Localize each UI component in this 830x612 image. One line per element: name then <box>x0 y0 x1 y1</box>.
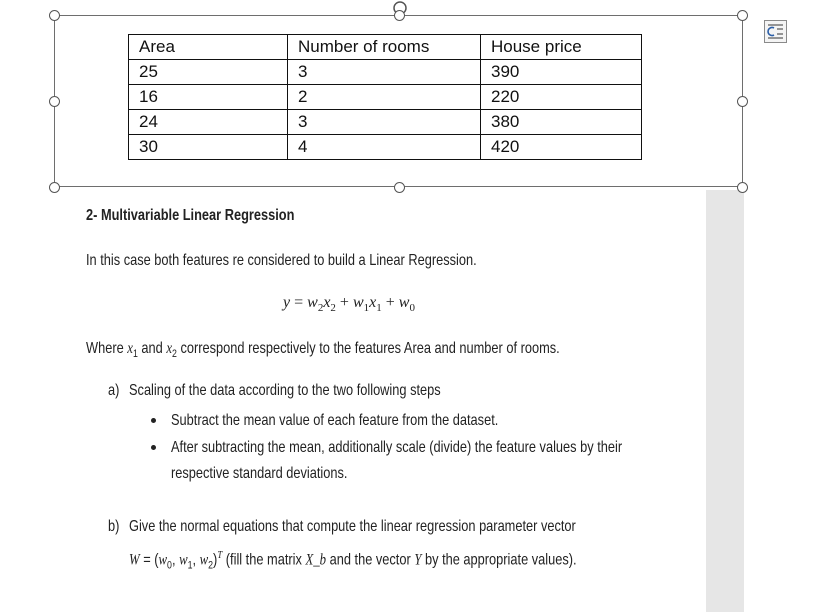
bullet-icon <box>151 418 156 423</box>
list-marker-a: a) <box>108 382 120 399</box>
table-header-row <box>129 35 642 60</box>
table-cell: 4 <box>288 135 481 160</box>
layout-options-glyph <box>765 21 786 42</box>
resize-handle-bottom-left[interactable] <box>49 182 60 193</box>
header-cell: House price <box>481 35 642 60</box>
table-cell: 3 <box>288 60 481 85</box>
bullet-item-continuation: respective standard deviations. <box>171 465 348 482</box>
page-gutter <box>706 190 744 612</box>
resize-handle-bottom-center[interactable] <box>394 182 405 193</box>
list-item-a: Scaling of the data according to the two following steps <box>129 382 441 399</box>
resize-handle-bottom-right[interactable] <box>737 182 748 193</box>
table-cell: 30 <box>129 135 288 160</box>
table-row <box>129 60 642 85</box>
section-heading: 2- Multivariable Linear Regression <box>86 207 295 224</box>
resize-handle-middle-right[interactable] <box>737 96 748 107</box>
resize-handle-top-left[interactable] <box>49 10 60 21</box>
resize-handle-top-center[interactable] <box>394 10 405 21</box>
table-cell: 390 <box>481 60 642 85</box>
table-row <box>129 85 642 110</box>
list-item-b: Give the normal equations that compute the linear regression parameter vector <box>129 518 576 535</box>
layout-options-icon[interactable] <box>764 20 787 43</box>
table-cell: 380 <box>481 110 642 135</box>
regression-equation: $y = w_2x_2 + w_1x_1 + w_0$ <box>283 294 415 315</box>
table-row <box>129 110 642 135</box>
intro-paragraph: In this case both features re considered to build a Linear Regression. <box>86 252 477 269</box>
resize-handle-middle-left[interactable] <box>49 96 60 107</box>
table-cell: 25 <box>129 60 288 85</box>
list-marker-b: b) <box>108 518 120 535</box>
table-cell: 220 <box>481 85 642 110</box>
house-data-table <box>128 34 642 160</box>
header-cell: Area <box>129 35 288 60</box>
where-paragraph: Where $x_1$ and $x_2$ correspond respectively to the features Area and number of rooms. <box>86 340 560 361</box>
header-cell: Number of rooms <box>288 35 481 60</box>
table-cell: 16 <box>129 85 288 110</box>
table-row <box>129 135 642 160</box>
resize-handle-top-right[interactable] <box>737 10 748 21</box>
table-cell: 3 <box>288 110 481 135</box>
table-cell: 24 <box>129 110 288 135</box>
bullet-item: Subtract the mean value of each feature from the dataset. <box>171 412 499 429</box>
list-item-b-line2: $W = (w_0$, $w_1$, $w_2)^T$ (fill the matrix X_b and the vector Y by the appropriate values). <box>129 549 577 572</box>
table-cell: 2 <box>288 85 481 110</box>
bullet-item: After subtracting the mean, additionally scale (divide) the feature values by their <box>171 439 623 456</box>
bullet-icon <box>151 445 156 450</box>
table-cell: 420 <box>481 135 642 160</box>
